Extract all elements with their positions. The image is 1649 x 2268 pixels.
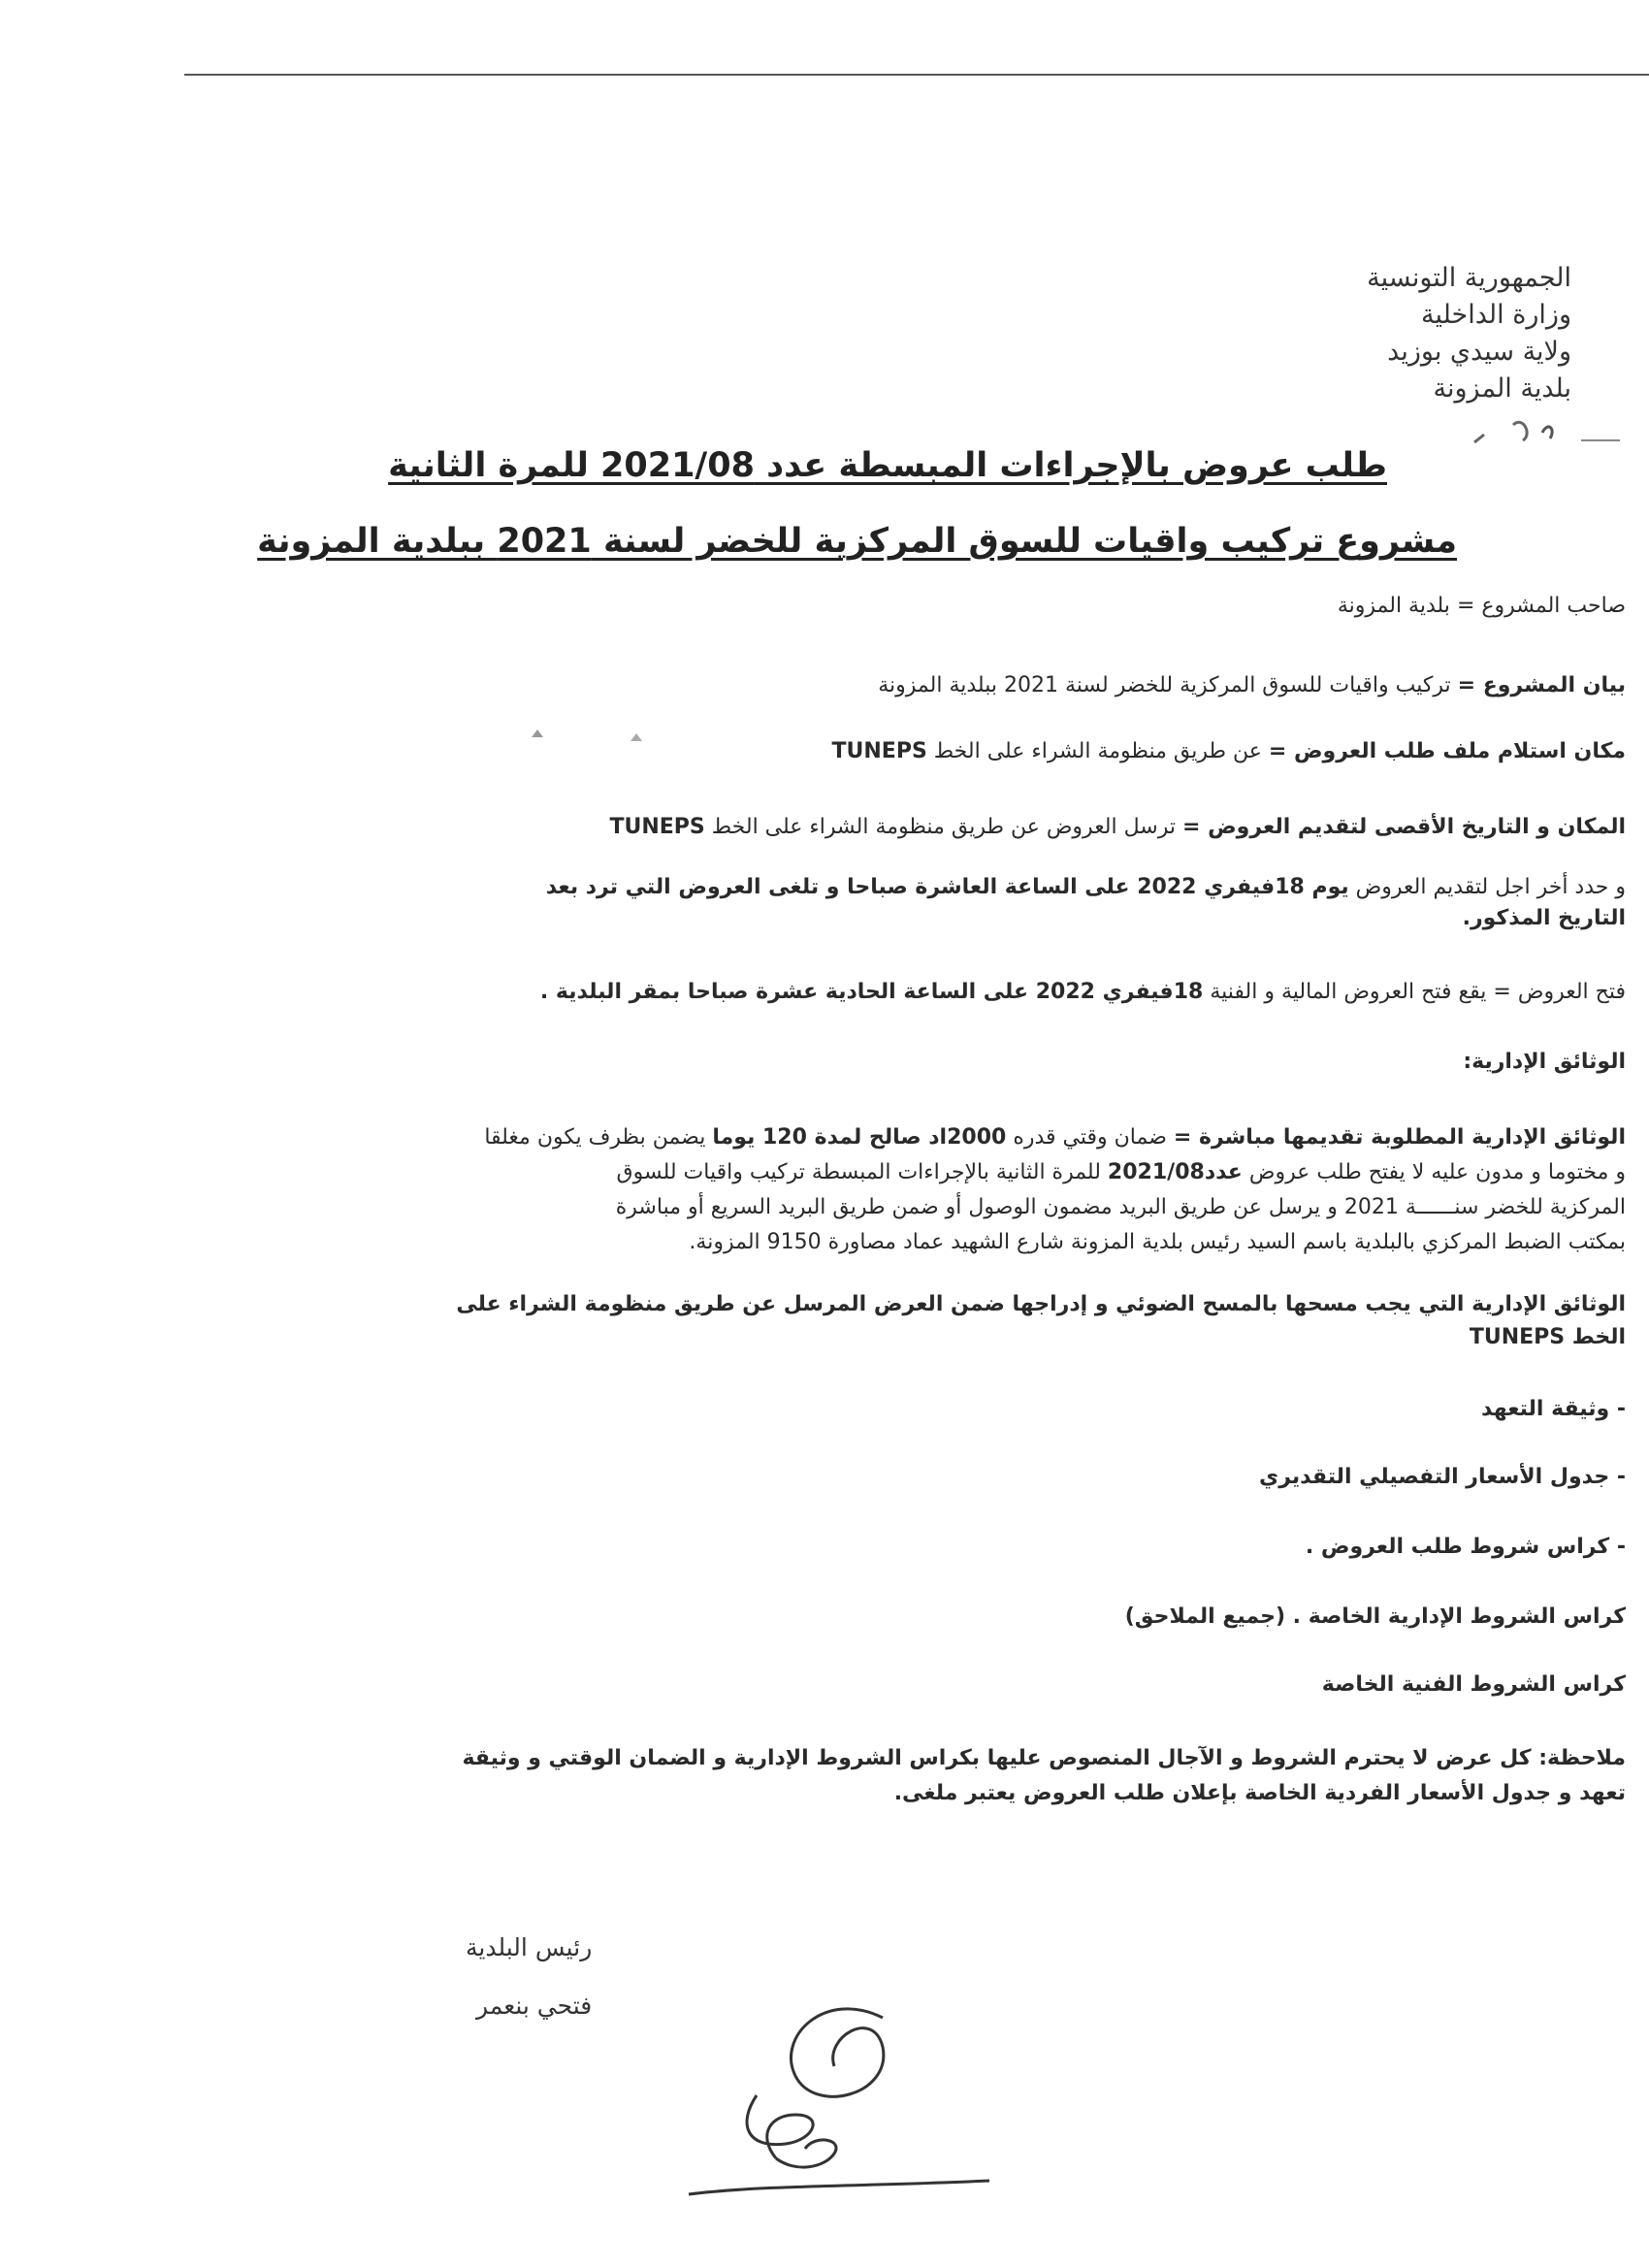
deadline-line-2: التاريخ المذكور. bbox=[1462, 906, 1626, 930]
submission-line bbox=[610, 813, 1627, 842]
deadline-line-1 bbox=[546, 873, 1626, 902]
governorate-name: ولاية سيدي بوزيد bbox=[1387, 337, 1571, 367]
scanned-docs-line-2 bbox=[1470, 1323, 1626, 1352]
doc-list-item: - كراس شروط طلب العروض . bbox=[1305, 1535, 1626, 1559]
project-label: بيان المشروع = bbox=[1457, 673, 1626, 697]
opening-date: 18فيفري 2022 على الساعة الحادية عشرة صباحا بمقر البلدية . bbox=[539, 980, 1204, 1004]
submission-value: ترسل العروض عن طريق منظومة الشراء على الخط bbox=[711, 815, 1176, 839]
guarantee-amount: 2000اد صالح لمدة 120 يوما bbox=[712, 1125, 1007, 1150]
signature-block bbox=[466, 1919, 592, 2035]
project-line bbox=[878, 671, 1626, 700]
scanned-docs-system: TUNEPS bbox=[1469, 1325, 1566, 1349]
opening-text: يقع فتح العروض المالية و الفنية bbox=[1210, 980, 1487, 1004]
letterhead bbox=[1367, 260, 1571, 407]
signatory-name: فتحي بنعمر bbox=[476, 1992, 593, 2020]
signatory-role: رئيس البلدية bbox=[466, 1933, 593, 1961]
opening-line bbox=[540, 978, 1626, 1007]
scanned-docs-text: الخط bbox=[1571, 1325, 1626, 1349]
note-line-2: تعهد و جدول الأسعار الفردية الخاصة بإعلان طلب العروض يعتبر ملغى. bbox=[893, 1781, 1626, 1805]
file-place-label: مكان استلام ملف طلب العروض = bbox=[1268, 739, 1626, 763]
guarantee-line-4: بمكتب الضبط المركزي بالبلدية باسم السيد رئيس بلدية المزونة شارع الشهيد عماد مصاورة 9150 المزونة. bbox=[689, 1230, 1626, 1254]
file-place-value: عن طريق منظومة الشراء على الخط bbox=[933, 739, 1262, 763]
guarantee-line-2 bbox=[617, 1158, 1626, 1187]
guarantee-line-3: المركزية للخضر سنــــــة 2021 و يرسل عن طريق البريد مضمون الوصول أو ضمن طريق البريد السريع أو مباشرة bbox=[615, 1195, 1626, 1219]
file-place-system: TUNEPS bbox=[831, 739, 927, 763]
guarantee-label: الوثائق الإدارية المطلوبة تقديمها مباشرة = bbox=[1173, 1125, 1626, 1150]
municipality-name: بلدية المزونة bbox=[1433, 373, 1571, 404]
guarantee-line-2b: للمرة الثانية بالإجراءات المبسطة تركيب واقيات للسوق bbox=[616, 1160, 1101, 1184]
doc-list-item: كراس الشروط الإدارية الخاصة . (جميع الملاحق) bbox=[1124, 1604, 1626, 1629]
top-scan-line bbox=[184, 74, 1649, 76]
submission-system: TUNEPS bbox=[609, 815, 705, 839]
project-value: تركيب واقيات للسوق المركزية للخضر لسنة 2021 ببلدية المزونة bbox=[878, 673, 1451, 697]
note-line-1: ملاحظة: كل عرض لا يحترم الشروط و الآجال المنصوص عليها بكراس الشروط الإدارية و الضمان الوقتي و وثيقة bbox=[462, 1746, 1626, 1770]
owner-line bbox=[1338, 592, 1626, 621]
guarantee-line-2a: و مختوما و مدون عليه لا يفتح طلب عروض bbox=[1248, 1160, 1626, 1184]
handwritten-signature bbox=[679, 1979, 1009, 2212]
project-subtitle: مشروع تركيب واقيات للسوق المركزية للخضر لسنة 2021 ببلدية المزونة bbox=[257, 522, 1457, 561]
owner-label: صاحب المشروع = bbox=[1456, 594, 1626, 618]
file-place-line bbox=[832, 737, 1626, 766]
doc-list-item: - جدول الأسعار التفصيلي التقديري bbox=[1259, 1465, 1626, 1489]
guarantee-text: ضمان وقتي قدره bbox=[1013, 1125, 1167, 1150]
doc-list-item: - وثيقة التعهد bbox=[1481, 1397, 1626, 1421]
scanned-docs-line-1: الوثائق الإدارية التي يجب مسحها بالمسح الضوئي و إدراجها ضمن العرض المرسل عن طريق منظومة الشراء على bbox=[456, 1292, 1626, 1316]
submission-label: المكان و التاريخ الأقصى لتقديم العروض = bbox=[1181, 815, 1626, 839]
owner-value: بلدية المزونة bbox=[1337, 594, 1450, 618]
guarantee-rest: يضمن بظرف يكون مغلقا bbox=[484, 1125, 706, 1150]
doc-list-item: كراس الشروط الفنية الخاصة bbox=[1321, 1672, 1626, 1697]
opening-label: فتح العروض = bbox=[1493, 980, 1626, 1004]
tender-number: عدد2021/08 bbox=[1107, 1160, 1243, 1184]
handwritten-mark bbox=[1455, 405, 1630, 454]
scan-specks bbox=[524, 716, 660, 755]
guarantee-line-1 bbox=[484, 1123, 1626, 1152]
document-title: طلب عروض بالإجراءات المبسطة عدد 2021/08 للمرة الثانية bbox=[388, 446, 1387, 485]
ministry-name: وزارة الداخلية bbox=[1421, 300, 1571, 330]
country-name: الجمهورية التونسية bbox=[1367, 263, 1571, 293]
deadline-text: و حدد أخر اجل لتقديم العروض bbox=[1355, 875, 1626, 899]
admin-docs-heading: الوثائق الإدارية: bbox=[1463, 1050, 1626, 1074]
deadline-date: يوم 18فيفري 2022 على الساعة العاشرة صباحا و تلغى العروض التي ترد بعد bbox=[545, 875, 1349, 899]
